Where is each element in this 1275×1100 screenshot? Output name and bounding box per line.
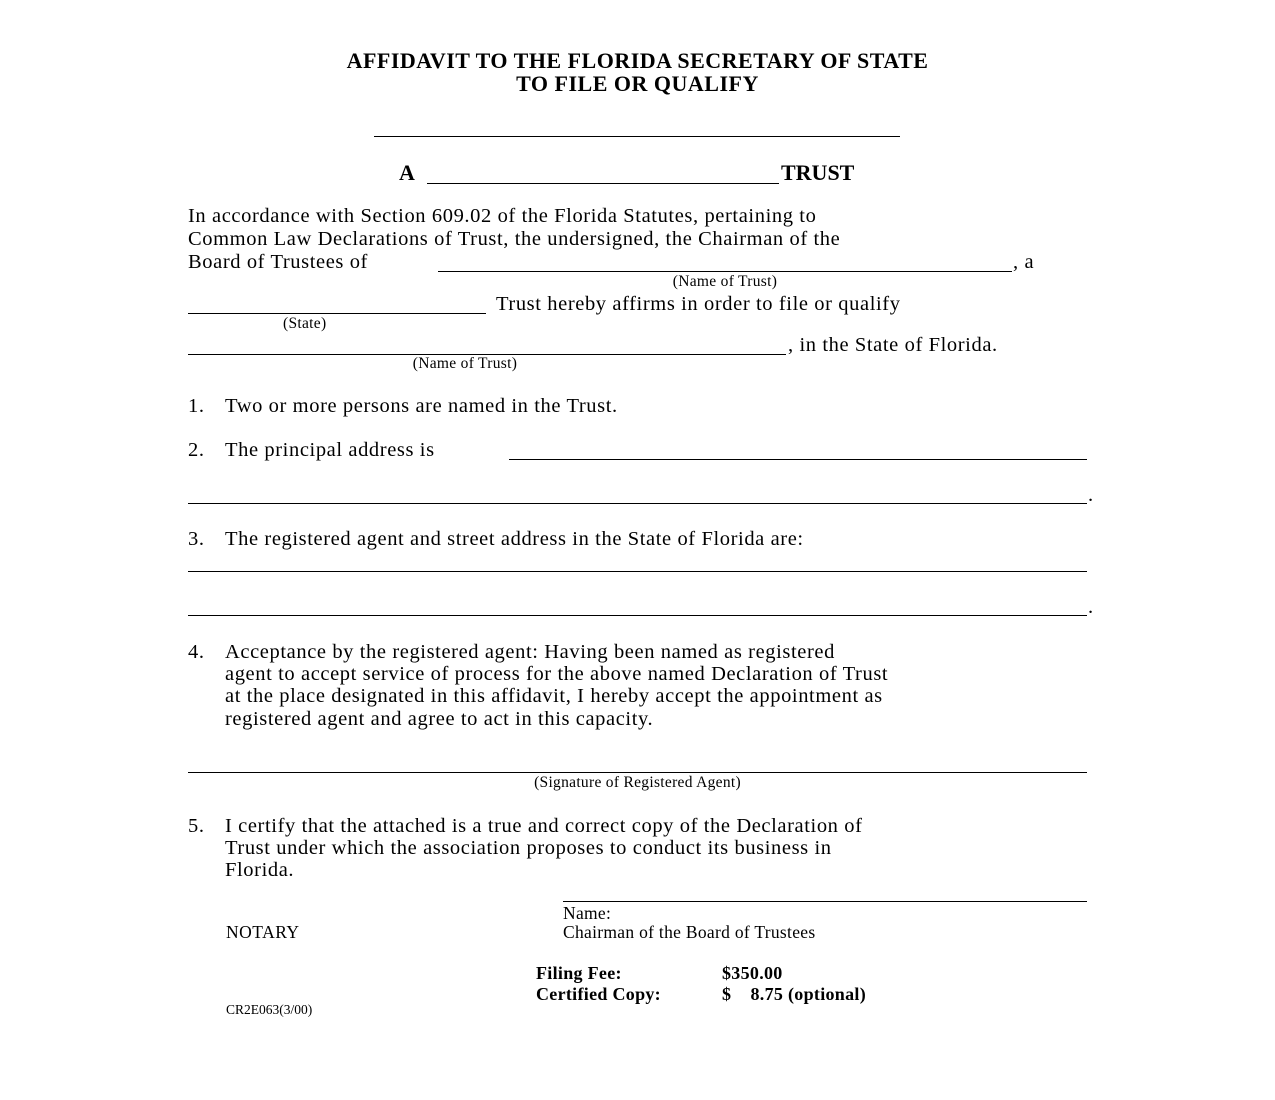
intro-line1: In accordance with Section 609.02 of the Florida Statutes, pertaining to (188, 205, 817, 227)
item-4-line1: Acceptance by the registered agent: Having been named as registered (225, 641, 835, 663)
filing-fee-label: Filing Fee: (536, 963, 622, 983)
certified-copy-value: $ 8.75 (optional) (722, 984, 867, 1004)
item-5-line3: Florida. (225, 859, 295, 881)
registered-agent-blank-2[interactable] (188, 615, 1087, 616)
chairman-title: Chairman of the Board of Trustees (563, 922, 816, 942)
trust-suffix: TRUST (781, 160, 855, 185)
notary-label: NOTARY (226, 922, 300, 942)
trust-name-blank[interactable] (427, 183, 779, 184)
board-of-trustees-blank[interactable] (438, 271, 1012, 272)
form-code: CR2E063(3/00) (226, 1002, 313, 1017)
chairman-name-label: Name: (563, 903, 612, 923)
intro-line2: Common Law Declarations of Trust, the undersigned, the Chairman of the (188, 228, 841, 250)
item-2-text: The principal address is (225, 439, 435, 461)
document-title-line2: TO FILE OR QUALIFY (516, 71, 759, 96)
item-1-text: Two or more persons are named in the Trust. (225, 395, 618, 417)
trust-prefix: A (399, 160, 415, 185)
period: . (1088, 484, 1094, 506)
item-5-line2: Trust under which the association proposes to conduct its business in (225, 837, 832, 859)
intro-line3-suffix: , a (1013, 251, 1035, 273)
item-5-line1: I certify that the attached is a true and correct copy of the Declaration of (225, 815, 863, 837)
principal-address-blank-1[interactable] (509, 459, 1087, 460)
item-4-line4: registered agent and agree to act in this capacity. (225, 708, 654, 730)
signature-caption: (Signature of Registered Agent) (534, 774, 741, 791)
period: . (1088, 596, 1094, 618)
registered-agent-signature-line[interactable] (188, 772, 1087, 773)
principal-address-blank-2[interactable] (188, 503, 1087, 504)
item-number: 5. (188, 815, 205, 837)
caption-name-of-trust: (Name of Trust) (412, 355, 518, 372)
item-number: 3. (188, 528, 205, 550)
registered-agent-blank-1[interactable] (188, 571, 1087, 572)
item-number: 4. (188, 641, 205, 663)
item-4-line2: agent to accept service of process for the above named Declaration of Trust (225, 663, 889, 685)
header-blank-line[interactable] (374, 136, 900, 137)
certified-copy-label: Certified Copy: (536, 984, 661, 1004)
state-blank[interactable] (188, 313, 486, 314)
intro-line3-prefix: Board of Trustees of (188, 251, 368, 273)
caption-state: (State) (283, 315, 327, 332)
intro-line4: Trust hereby affirms in order to file or qualify (496, 293, 901, 315)
item-number: 2. (188, 439, 205, 461)
document-title-line1: AFFIDAVIT TO THE FLORIDA SECRETARY OF STATE (346, 48, 929, 73)
item-3-text: The registered agent and street address in the State of Florida are: (225, 528, 804, 550)
chairman-signature-line[interactable] (563, 901, 1087, 902)
intro-line5-suffix: , in the State of Florida. (788, 334, 998, 356)
item-number: 1. (188, 395, 205, 417)
caption-name-of-trust: (Name of Trust) (672, 273, 778, 290)
item-4-line3: at the place designated in this affidavit, I hereby accept the appointment as (225, 685, 883, 707)
filing-fee-value: $350.00 (722, 963, 783, 983)
